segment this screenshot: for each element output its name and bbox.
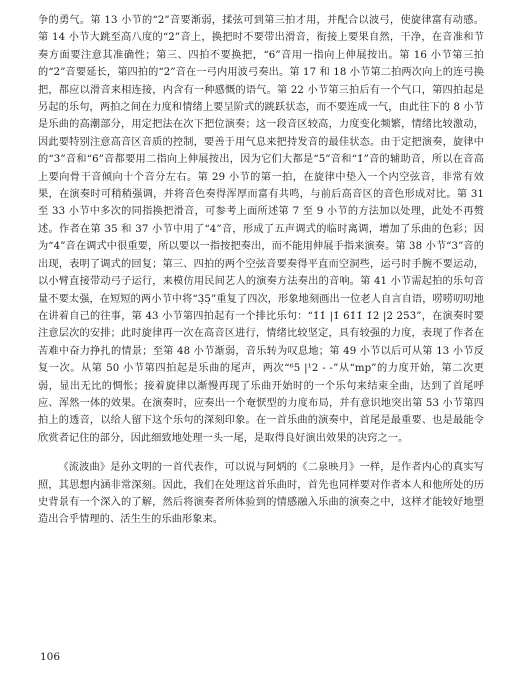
page-number: 106	[40, 651, 61, 663]
paragraph-conclusion: 《流波曲》是孙文明的一首代表作，可以说与阿炳的《二泉映月》一样，是作者内心的真实写照，其思想内涵非常深刻。因此，我们在处理这首乐曲时，首先也同样要对作者本人和他所处的历史背景有一个深入的了解，然后将演奏者所体验到的情感融入乐曲的演奏之中，这样才能较好地塑造出合乎情理的、活生生的乐曲形象来。	[38, 462, 484, 526]
paragraph-performance-notes: 争的勇气。第 13 小节的“2”音要渐弱，揉弦可到第三拍才用，并配合以波弓，使旋律富有动感。第 14 小节大跳至高八度的“2̇”音上，换把时不要带出滑音，衔接上要果自然，干净，在音准和节奏方面要注意其准确性；第三、四拍不要换把，“6”音用一指向上伸展按出。第 16 小节第三拍的“2̇”音要延长，第四拍的“2̇”音在一弓内用波弓奏出。第 17 和 18 小节第二拍两次向上的连弓换把，都应以滑音来相连接，内含有一种感慨的语气。第 22 小节第三拍后有一个气口，第四拍起是另起的乐句，两拍之间在力度和情绪上要呈阶式的跳跃状态，而不要连成一气，由此往下的 8 小节是乐曲的高潮部分，用定把法在次下把位演奏；这一段音区较高，力度变化频繁，情绪比较激动，因此要特别注意高音区音质的控制，要善于用气息来把持发音的最佳状态。由于定把演奏，旋律中的“3̇”音和“6̇”音都要用二指向上伸展按出，因为它们大都是“5̇”音和“1̇”音的辅助音，所以在音高上要向骨干音倾向十个音分左右。第 29 小节的第一拍，在旋律中垫入一个内空弦音，非常有效果，在演奏时可稍稍强调，并将音色奏得浑厚而富有共鸣，与前后高音区的音色形成对比。第 31 至 33 小节中多次的同指换把滑音，可参考上面所述第 7 至 9 小节的方法加以处理，此处不再赘述。作者在第 35 和 37 小节中用了“4”音，形成了五声调式的临时离调，增加了乐曲的色彩；因为“4”音在调式中很重要，所以要以一指按把奏出，而不能用伸展手指来演奏。第 38 小节“3”音的出现，表明了调式的回复；第三、四拍的两个空弦音要奏得平直而空洞些，运弓时手腕不要运动，以小臂直接带动弓子运行，来模仿用民间艺人的演奏方法奏出的音响。第 41 小节需起拍的乐句音量不要太强，在短短的两小节中将“3̣5̣”重复了四次，形象地刻画出一位老人自言自语，唠唠叨叨地在讲着自己的往事，第 43 小节第四拍起有一个排比乐句：“1̇1̇ |1̇ 6̇1̇1̇ 1̇2̇ |2̇ 2̇5̇3̇”，在演奏时要注意层次的安排；此时旋律再一次在高音区进行，情绪比较坚定，具有较强的力度，表现了作者在苦难中奋力挣扎的情景；至第 48 小节渐弱，音乐转为叹息地；第 49 小节以后可从第 13 小节反复一次。从第 50 小节第四拍起是乐曲的尾声，两次“⁶5 |¹2 - -”从“mp”的力度开始，第二次更弱，显出无比的惆怅；接着旋律以渐慢再现了乐曲开始时的一个乐句来结束全曲，达到了首尾呼应、浑然一体的效果。在演奏时，应奏出一个奄恹型的力度布局，并有意识地突出第 53 小节第四拍上的透音，以给人留下这个乐句的深刻印象。在一首乐曲的演奏中，首尾是最重要、也是最能令欣赏者记住的部分，因此细致地处理一头一尾，是取得良好演出效果的决窍之一。	[38, 15, 484, 444]
body-text	[38, 12, 484, 529]
